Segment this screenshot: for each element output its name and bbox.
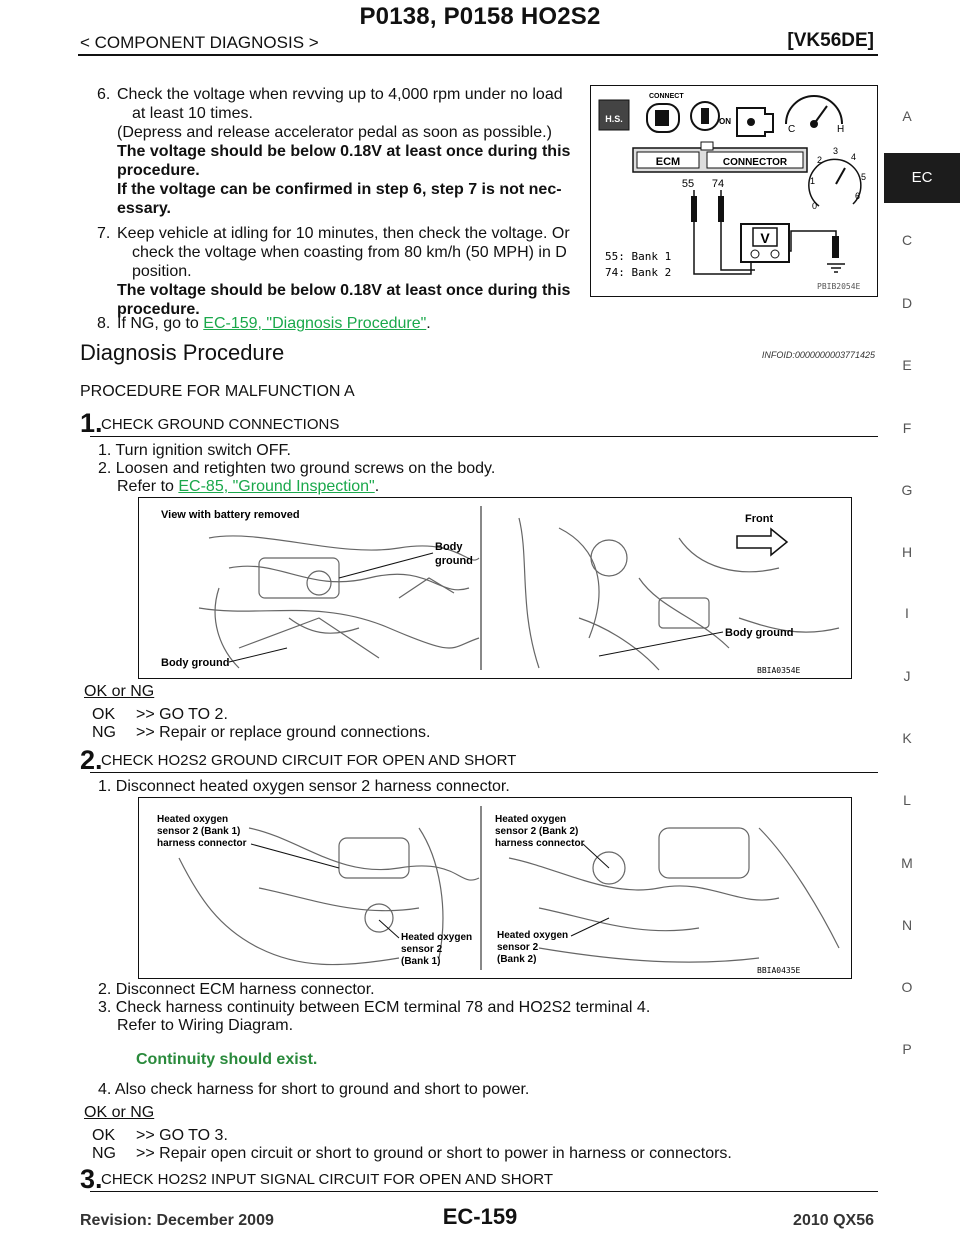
step1-line3 [117,477,379,496]
step7-text-2: check the voltage when coasting from 80 km/h (50 MPH) in D [132,244,567,261]
step3-number: 3. [80,1164,103,1194]
fig2-body-ground-left: Body ground [161,657,230,669]
ecm-label: ECM [655,156,681,168]
step7-text-3: position. [132,263,192,280]
step2-ng-value: >> Repair open circuit or short to ground or short to power in harness or connectors. [136,1145,732,1162]
step3-rule [90,1191,878,1192]
side-index-n[interactable]: N [901,917,913,933]
step2-line3b: Refer to Wiring Diagram. [117,1017,294,1034]
voltmeter-label: V [760,230,770,246]
fig3-label-d3: (Bank 2) [497,954,537,965]
step6-text-1: Check the voltage when revving up to 4,000 rpm under no load [117,86,563,103]
fig3-label-a2: sensor 2 (Bank 1) [157,826,241,837]
step6-text-2: at least 10 times. [132,105,253,122]
legend-bank-1: 55: Bank 1 [605,250,672,263]
step2-ok-ng: OK or NG [84,1104,155,1121]
section-label: < COMPONENT DIAGNOSIS > [80,33,319,52]
procedure-title: PROCEDURE FOR MALFUNCTION A [80,383,355,400]
ground-inspection-link[interactable]: EC-85, "Ground Inspection" [178,478,375,495]
step2-line3: 3. Check harness continuity between ECM terminal 78 and HO2S2 terminal 4. [98,999,651,1016]
engine-bay-photo-right [519,518,839,670]
hs-icon [599,100,629,130]
tach-3: 3 [833,146,839,156]
step6-bold-2: procedure. [117,162,200,179]
step2-line2: 2. Disconnect ECM harness connector. [98,981,375,998]
step1-number: 1. [80,408,103,438]
fig2-code: BBIA0354E [757,666,801,675]
step2-ok-value: >> GO TO 3. [136,1127,228,1144]
legend-bank-2: 74: Bank 2 [605,266,672,279]
fig3-label-b2: sensor 2 (Bank 2) [495,826,579,837]
gauge-c-label: C [788,124,796,135]
fig2-body-ground-label-1: Body [435,541,463,553]
footer-page-number: EC-159 [442,1204,518,1229]
voltmeter-icon [741,224,789,262]
ecm-voltage-check-figure [590,85,878,297]
step1-refer: Refer to [117,478,174,495]
step7-bold-2: procedure. [117,301,200,318]
step2-line4: 4. Also check harness for short to ground and short to power. [98,1081,530,1098]
tach-6: 6 [855,191,861,201]
side-index-e[interactable]: E [902,357,912,373]
pin-74-label: 74 [711,178,725,190]
side-index-j[interactable]: J [903,668,911,684]
fig3-label-d2: sensor 2 [497,942,539,953]
step2-ok-key: OK [92,1127,116,1144]
diagnosis-heading: Diagnosis Procedure [80,340,285,365]
figure-code: PBIB2054E [817,282,861,291]
side-index-p[interactable]: P [902,1041,912,1057]
tach-4: 4 [851,152,857,162]
hs-label: H.S. [605,114,623,124]
fig2-view-label: View with battery removed [161,509,300,521]
header-rule [78,54,878,56]
diagnosis-procedure-link[interactable]: EC-159, "Diagnosis Procedure" [203,315,427,332]
step7-bold-1: The voltage should be below 0.18V at least once during this [117,282,571,299]
step1-ng-key: NG [92,724,116,741]
step7-text-1: Keep vehicle at idling for 10 minutes, then check the voltage. Or [117,225,570,242]
fig3-label-a1: Heated oxygen [157,814,229,825]
on-label: ON [719,117,731,126]
step8-prefix: If NG, go to [117,315,199,332]
fig3-label-c3: (Bank 1) [401,956,441,967]
ground-connections-figure [138,497,852,679]
front-arrow-icon [737,529,787,555]
gauge-h-label: H [837,124,845,135]
step2-title: CHECK HO2S2 GROUND CIRCUIT FOR OPEN AND SHORT [101,752,517,769]
side-index-c[interactable]: C [901,232,913,248]
model-label: [VK56DE] [787,30,874,51]
ho2s2-connector-figure [138,797,852,979]
tach-0: 0 [812,201,818,211]
step8-suffix: . [426,315,431,332]
fig3-label-d1: Heated oxygen [497,930,569,941]
step2-number: 2. [80,745,103,775]
continuity-spec: Continuity should exist. [136,1051,318,1068]
fig3-code: BBIA0435E [757,966,801,975]
side-index-f[interactable]: F [902,420,912,436]
step1-rule [90,436,878,437]
step3-title: CHECK HO2S2 INPUT SIGNAL CIRCUIT FOR OPEN AND SHORT [101,1171,554,1188]
tachometer-icon [809,146,866,211]
fig2-body-ground-right: Body ground [725,627,794,639]
step8-number: 8. [97,315,111,332]
temperature-gauge-icon [786,96,844,135]
engine-icon [737,108,773,136]
connect-plug-icon [647,93,684,132]
side-index-o[interactable]: O [901,979,913,995]
step1-ok-ng: OK or NG [84,683,155,700]
tach-1: 1 [810,176,816,186]
side-index-h[interactable]: H [901,544,913,560]
info-id: INFOID:0000000003771425 [761,350,875,360]
side-index-a[interactable]: A [902,108,912,124]
step6-bold-1: The voltage should be below 0.18V at least once during this [117,143,571,160]
step1-ok-key: OK [92,706,116,723]
step2-line1: 1. Disconnect heated oxygen sensor 2 harness connector. [98,778,510,795]
fig2-front-label: Front [745,513,774,525]
fig3-label-a3: harness connector [157,838,247,849]
step1-refer-suffix: . [374,478,380,495]
pin-55-label: 55 [681,178,695,190]
footer-revision: Revision: December 2009 [80,1212,274,1229]
fig3-label-c1: Heated oxygen [401,932,473,943]
side-index-g[interactable]: G [901,482,913,498]
side-index-m[interactable]: M [901,855,913,871]
fig3-label-c2: sensor 2 [401,944,443,955]
ecm-connector-box [633,142,807,172]
side-index-k[interactable]: K [902,730,912,746]
step1-title: CHECK GROUND CONNECTIONS [101,416,340,433]
fig3-label-b3: harness connector [495,838,585,849]
tach-5: 5 [861,172,867,182]
connector-label: CONNECTOR [722,157,788,168]
step2-ng-key: NG [92,1145,116,1162]
step1-ok-value: >> GO TO 2. [136,706,228,723]
step8-line [117,314,431,333]
step6-bold-3: If the voltage can be confirmed in step 6, step 7 is not nec- [117,181,562,198]
step6-text-3: (Depress and release accelerator pedal as soon as possible.) [117,124,552,141]
ignition-key-icon [691,102,731,130]
side-index-l[interactable]: L [903,792,911,808]
step1-line2: 2. Loosen and retighten two ground screws on the body. [98,460,496,477]
page-title: P0138, P0158 HO2S2 [359,3,601,30]
footer-year-model: 2010 QX56 [793,1212,874,1229]
fig2-body-ground-label-2: ground [435,555,473,567]
side-index-d[interactable]: D [901,295,913,311]
step2-rule [90,772,878,773]
side-index-ec-active[interactable]: EC [884,153,960,203]
step7-number: 7. [97,225,111,242]
step1-ng-value: >> Repair or replace ground connections. [136,724,431,741]
fig3-label-b1: Heated oxygen [495,814,567,825]
tach-2: 2 [817,155,823,165]
side-index-i[interactable]: I [905,605,909,621]
step6-number: 6. [97,86,111,103]
step1-line1: 1. Turn ignition switch OFF. [98,442,291,459]
connect-label: CONNECT [649,93,684,100]
step6-bold-4: essary. [117,200,171,217]
